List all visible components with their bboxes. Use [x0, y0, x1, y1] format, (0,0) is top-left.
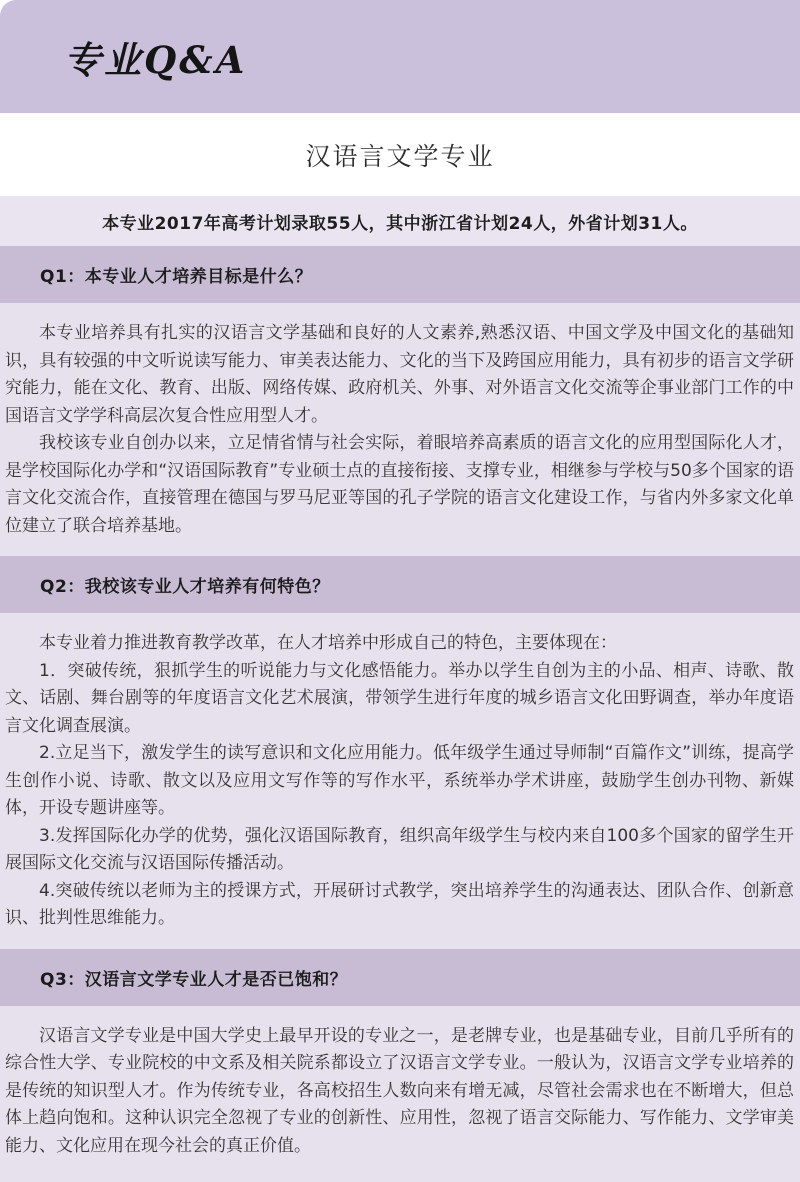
content-area: [0, 196, 800, 1182]
question-bar-q1: [0, 246, 800, 303]
answer-paragraph: 汉语言文学专业是中国大学史上最早开设的专业之一，是老牌专业，也是基础专业，目前几乎所有的综合性大学、专业院校的中文系及相关院系都设立了汉语言文学专业。一般认为，汉语言文学专业培养的是传统的知识型人才。作为传统专业，各高校招生人数向来有增无减，尽管社会需求也在不断增大，但总体上趋向饱和。这种认识完全忽视了专业的创新性、应用性，忽视了语言交际能力、写作能力、文学审美能力、文化应用在现今社会的真正价值。: [5, 1025, 794, 1156]
enrollment-plan-note: 本专业2017年高考计划录取55人，其中浙江省计划24人，外省计划31人。: [0, 196, 800, 246]
answer-paragraph: 1．突破传统，狠抓学生的听说能力与文化感悟能力。举办以学生自创为主的小品、相声、诗歌、散文、话剧、舞台剧等的年度语言文化艺术展演，带领学生进行年度的城乡语言文化田野调查，举办年度语言文化调查展演。: [5, 660, 794, 736]
header-band: [0, 0, 800, 113]
answer-paragraph: 本专业着力推进教育教学改革，在人才培养中形成自己的特色，主要体现在：: [39, 633, 617, 653]
question-q1-label: Q1：本专业人才培养目标是什么？: [40, 267, 313, 287]
answer-paragraph: 3.发挥国际化办学的优势，强化汉语国际教育，组织高年级学生与校内来自100多个国家的留学生开展国际文化交流与汉语国际传播活动。: [5, 825, 794, 873]
answer-q1: [0, 303, 800, 556]
title-strip: [0, 113, 800, 196]
answer-q3: [0, 1006, 800, 1177]
answer-paragraph: 2.立足当下，激发学生的读写意识和文化应用能力。低年级学生通过导师制“百篇作文”训练，提高学生创作小说、诗歌、散文以及应用文写作等的写作水平，系统举办学术讲座，鼓励学生创办刊物、新媒体，开设专题讲座等。: [5, 743, 794, 818]
question-q2-label: Q2：我校该专业人才培养有何特色？: [40, 577, 330, 597]
answer-q2: [0, 613, 800, 949]
answer-paragraph: 本专业培养具有扎实的汉语言文学基础和良好的人文素养,熟悉汉语、中国文学及中国文化的基础知识，具有较强的中文听说读写能力、审美表达能力、文化的当下及跨国应用能力，具有初步的语言文学研究能力，能在文化、教育、出版、网络传媒、政府机关、外事、对外语言文化交流等企事业部门工作的中国语言文学学科高层次复合性应用型人才。: [5, 323, 794, 426]
question-q3-label: Q3：汉语言文学专业人才是否已饱和？: [40, 969, 348, 990]
brand-logotype: 专业Q&A: [64, 37, 248, 82]
page-title: 汉语言文学专业: [305, 141, 495, 171]
answer-paragraph: 我校该专业自创办以来，立足情省情与社会实际，着眼培养高素质的语言文化的应用型国际化人才，是学校国际化办学和“汉语国际教育”专业硕士点的直接衔接、支撑专业，相继参与学校与50多个国家的语言文化交流合作，直接管理在德国与罗马尼亚等国的孔子学院的语言文化建设工作，与省内外多家文化单位建立了联合培养基地。: [5, 433, 794, 536]
question-bar-q3: [0, 949, 800, 1006]
answer-paragraph: 4.突破传统以老师为主的授课方式，开展研讨式教学，突出培养学生的沟通表达、团队合作、创新意识、批判性思维能力。: [5, 880, 794, 928]
question-bar-q2: [0, 556, 800, 613]
